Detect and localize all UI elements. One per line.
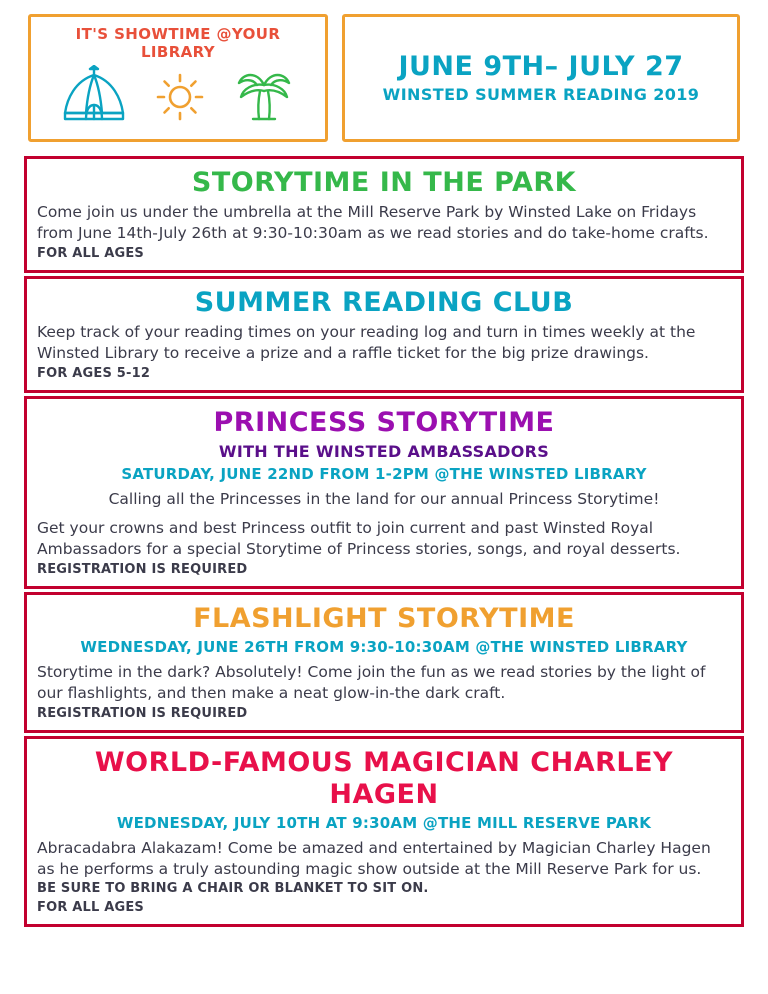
palm-tree-icon — [233, 65, 295, 129]
section-note: BE SURE TO BRING A CHAIR OR BLANKET TO SIT ON. — [37, 881, 429, 897]
flyer-header — [0, 0, 768, 142]
section-title: SUMMER READING CLUB — [194, 287, 574, 319]
section-note: FOR AGES 5-12 — [37, 366, 151, 382]
program-subtitle: WINSTED SUMMER READING 2019 — [382, 85, 700, 105]
circus-tent-icon — [61, 65, 127, 129]
section-when: SATURDAY, JUNE 22ND FROM 1-2PM @THE WINSTED LIBRARY — [121, 465, 647, 484]
section-note: REGISTRATION IS REQUIRED — [37, 706, 248, 722]
section-title: FLASHLIGHT STORYTIME — [193, 603, 575, 635]
section-body: Abracadabra Alakazam! Come be amazed and entertained by Magician Charley Hagen as he performs a truly astounding magic show outside at the Mill Reserve Park for us. — [37, 838, 711, 878]
section-note-secondary: FOR ALL AGES — [37, 899, 144, 915]
section-note: REGISTRATION IS REQUIRED — [37, 562, 248, 578]
section-subtitle: WITH THE WINSTED AMBASSADORS — [218, 442, 550, 462]
section-note: FOR ALL AGES — [37, 245, 144, 261]
section-summer-reading-club — [24, 276, 744, 393]
section-title: WORLD-FAMOUS MAGICIAN CHARLEY HAGEN — [94, 747, 674, 810]
header-icon-row — [37, 67, 319, 129]
event-date-range: JUNE 9TH– JULY 27 — [398, 50, 684, 82]
program-sections — [24, 156, 744, 927]
section-title: PRINCESS STORYTIME — [213, 407, 555, 439]
section-body: Storytime in the dark? Absolutely! Come join the fun as we read stories by the light of our flashlights, and then make a neat glow-in-the dark craft. — [37, 663, 706, 703]
section-world-famous-magician — [24, 736, 744, 926]
section-body: Come join us under the umbrella at the Mill Reserve Park by Winsted Lake on Fridays from June 14th-July 26th at 9:30-10:30am as we read stories and do take-home crafts. — [37, 203, 709, 242]
section-when: WEDNESDAY, JULY 10TH AT 9:30AM @THE MILL RESERVE PARK — [116, 813, 652, 832]
sun-icon — [152, 69, 208, 129]
section-princess-storytime — [24, 396, 744, 589]
header-branding-box — [28, 14, 328, 142]
section-title: STORYTIME IN THE PARK — [191, 167, 577, 198]
header-dates-box — [342, 14, 740, 142]
section-body-intro: Calling all the Princesses in the land for our annual Princess Storytime! — [108, 490, 660, 509]
section-storytime-in-the-park — [24, 156, 744, 273]
section-flashlight-storytime — [24, 592, 744, 733]
section-body: Get your crowns and best Princess outfit to join current and past Winsted Royal Ambassadors for a special Storytime of Princess stories, songs, and royal desserts. — [37, 519, 681, 559]
section-body: Keep track of your reading times on your reading log and turn in times weekly at the Winsted Library to receive a prize and a raffle ticket for the big prize drawings. — [37, 323, 696, 363]
section-when: WEDNESDAY, JUNE 26TH FROM 9:30-10:30AM @THE WINSTED LIBRARY — [80, 638, 688, 657]
showtime-tagline: IT'S SHOWTIME @YOUR LIBRARY — [75, 25, 281, 61]
